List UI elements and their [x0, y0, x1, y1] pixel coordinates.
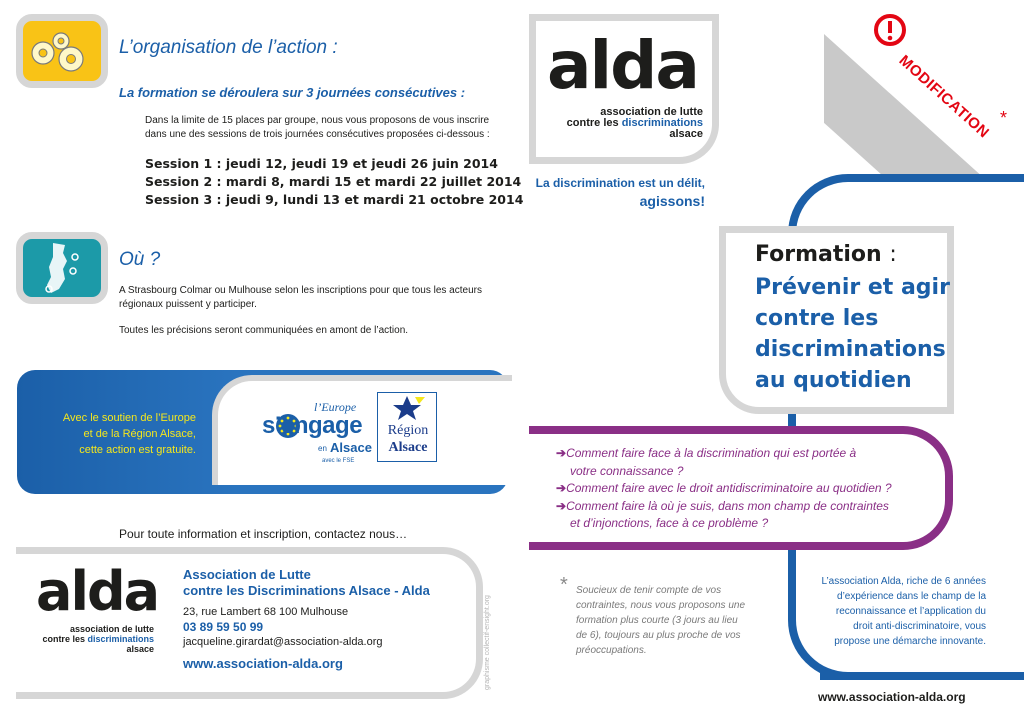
contact-logo-word: alda [36, 560, 159, 623]
formation-title-line2: contre les [755, 306, 879, 331]
slogan-line2: agissons! [639, 193, 705, 209]
modification-banner [824, 0, 1017, 180]
organisation-intro-line2: dans une des sessions de trois journées consécutives proposées ci-dessous : [145, 129, 490, 140]
region-star-icon [387, 395, 427, 421]
contact-tag2-accent: discriminations [87, 634, 154, 644]
support-line3: cette action est gratuite. [79, 444, 196, 456]
europe-en-text: en [318, 444, 327, 453]
question-1 [556, 445, 892, 463]
questions-list [556, 445, 892, 533]
europe-logo [262, 400, 372, 468]
about-line5: propose une démarche innovante. [834, 636, 986, 647]
about-line4: droit anti-discriminatoire, vous [853, 621, 986, 632]
support-line1: Avec le soutien de l’Europe [62, 412, 196, 424]
blue-curve-bottom [820, 672, 1024, 680]
contact-phone[interactable]: 03 89 59 50 99 [183, 620, 264, 634]
contact-org-line2: contre les Discriminations Alsace - Alda [183, 583, 430, 598]
europe-small-text: l’Europe [314, 400, 357, 414]
contact-website[interactable]: www.association-alda.org [183, 656, 343, 671]
alsace-map-icon [23, 239, 101, 297]
slogan [520, 176, 705, 209]
organisation-subtitle: La formation se déroulera sur 3 journées consécutives : [119, 85, 466, 100]
ou-line2: régionaux puissent y participer. [119, 299, 257, 310]
session-2: Session 2 : mardi 8, mardi 15 et mardi 22 juillet 2014 [145, 174, 522, 189]
main-tag1: association de lutte [600, 106, 703, 118]
support-line2: et de la Région Alsace, [83, 428, 196, 440]
contact-org-line1: Association de Lutte [183, 567, 311, 582]
main-logo-tagline [540, 107, 703, 140]
modification-label: MODIFICATION [895, 52, 993, 142]
gears-icon [23, 21, 101, 81]
europe-big-text: s’engage [262, 412, 363, 439]
note-text [576, 583, 745, 658]
note-line3: formation plus courte (3 jours au lieu [576, 615, 738, 626]
note-line5: préoccupations. [576, 645, 647, 656]
main-logo-word: alda [547, 27, 698, 104]
about-text [800, 574, 986, 649]
note-line1: Soucieux de tenir compte de vos [576, 585, 722, 596]
formation-label: Formation [755, 242, 882, 267]
arrow-icon: ➔ [556, 446, 567, 460]
formation-colon: : [889, 242, 897, 267]
arrow-icon: ➔ [556, 498, 567, 513]
question-3-cont: et d’injonctions, face à ce problème ? [570, 516, 769, 530]
region-alsace-logo [377, 392, 437, 462]
question-3-text: Comment faire là où je suis, dans mon champ de contraintes [566, 498, 889, 513]
contact-heading: Pour toute information et inscription, contactez nous… [119, 527, 408, 541]
ou-line3: Toutes les précisions seront communiquées en amont de l’action. [119, 325, 409, 336]
note-star: * [560, 574, 568, 596]
formation-title-line3: discriminations [755, 337, 946, 362]
contact-address: 23, rue Lambert 68 100 Mulhouse [183, 606, 349, 618]
contact-tag3: alsace [126, 644, 154, 654]
main-tag2-pre: contre les [566, 117, 619, 129]
ou-line1: A Strasbourg Colmar ou Mulhouse selon les inscriptions pour que tous les acteurs [119, 285, 482, 296]
organisation-intro-line1: Dans la limite de 15 places par groupe, nous vous proposons de vous inscrire [145, 115, 490, 126]
contact-logo-tagline [36, 624, 154, 654]
contact-logo-d-overlay [105, 570, 128, 620]
ou-title: Où ? [119, 249, 161, 270]
question-2-text: Comment faire avec le droit antidiscriminatoire au quotidien ? [566, 481, 892, 495]
alert-icon [872, 12, 908, 48]
gears-icon-tile [16, 14, 108, 88]
region-line1: Région [387, 423, 429, 438]
question-1-cont: votre connaissance ? [570, 463, 684, 478]
modification-star: * [1000, 108, 1008, 128]
note-line2: contraintes, nous vous proposons une [576, 600, 745, 611]
about-line2: d’expérience dans le champ de la [837, 591, 986, 602]
session-3: Session 3 : jeudi 9, lundi 13 et mardi 21 octobre 2014 [145, 192, 524, 207]
organisation-title: L’organisation de l’action : [119, 37, 338, 58]
contact-email[interactable]: jacqueline.girardat@association-alda.org [183, 636, 383, 648]
formation-title-line1: Prévenir et agir [755, 275, 950, 300]
arrow-icon: ➔ [556, 481, 567, 495]
contact-tag2-pre: contre les [42, 634, 85, 644]
question-1-text: Comment faire face à la discrimination qui est portée à [566, 446, 857, 460]
map-icon-tile [16, 232, 108, 304]
question-2 [556, 480, 892, 498]
region-line2: Alsace [388, 440, 428, 455]
note-line4: de 6), toujours au plus proche de vos [576, 630, 741, 641]
about-line1: L’association Alda, riche de 6 années [821, 576, 986, 587]
contact-tag1: association de lutte [69, 624, 154, 634]
graphic-credit: graphisme collectif-ensight.org [484, 595, 491, 690]
slogan-line1: La discrimination est un délit, [535, 176, 705, 190]
session-1: Session 1 : jeudi 12, jeudi 19 et jeudi 26 juin 2014 [145, 156, 498, 171]
about-line3: reconnaissance et l’application du [835, 606, 986, 617]
formation-label-row [755, 242, 897, 267]
europe-alsace-text: Alsace [330, 440, 372, 455]
question-3 [556, 498, 892, 516]
support-text [40, 410, 196, 458]
formation-title-line4: au quotidien [755, 368, 912, 393]
main-tag3: alsace [669, 128, 703, 140]
footer-website[interactable]: www.association-alda.org [818, 690, 966, 704]
europe-fse-text: avec le FSE [322, 458, 355, 464]
main-tag2-accent: discriminations [621, 117, 703, 129]
formation-title [755, 272, 950, 396]
